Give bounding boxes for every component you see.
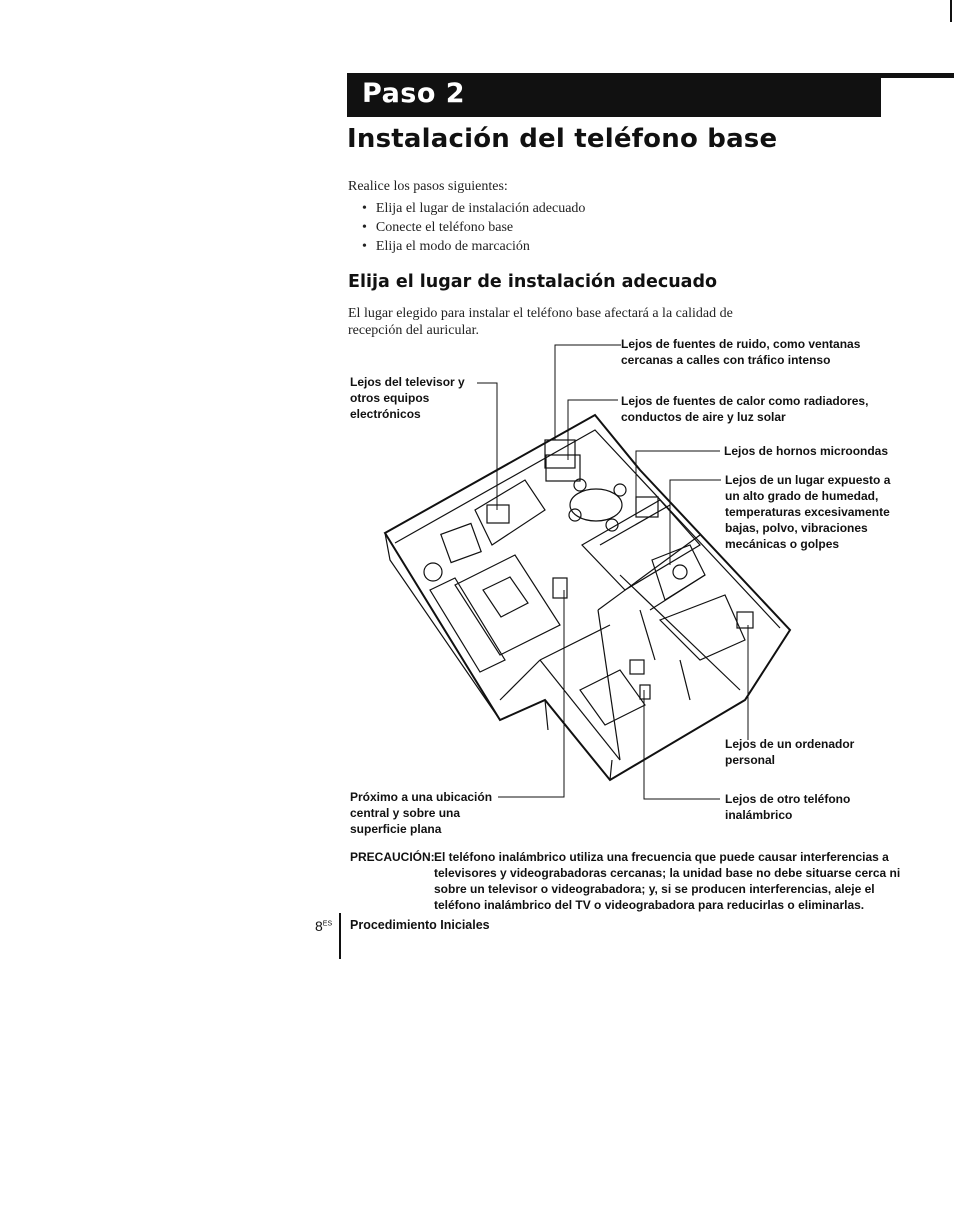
house-outline bbox=[385, 415, 790, 780]
step-item: • Elija el lugar de instalación adecuado bbox=[362, 199, 585, 218]
leader-cordless bbox=[644, 690, 720, 799]
callout-line: Lejos de fuentes de ruido, como ventanas bbox=[621, 337, 861, 351]
leader-humidity bbox=[670, 480, 721, 565]
nightstand bbox=[630, 660, 644, 674]
desk bbox=[660, 595, 745, 660]
callout-line: temperaturas excesivamente bbox=[725, 505, 890, 519]
callout-line: central y sobre una bbox=[350, 806, 461, 820]
callout-cordless bbox=[725, 791, 850, 823]
callout-line: Próximo a una ubicación bbox=[350, 790, 493, 804]
bathroom bbox=[652, 545, 705, 600]
callout-microwave bbox=[724, 443, 888, 459]
callout-line: electrónicos bbox=[350, 407, 421, 421]
callout-computer bbox=[725, 736, 854, 768]
leader-microwave bbox=[636, 451, 720, 500]
caution-text: El teléfono inalámbrico utiliza una frecuencia que puede causar interferencias a televisores y videograbadoras cercanas; la unidad base no debe situarse cerca ni sobre un televisor o videograbadora; y, si se producen interferencias, aleje el teléfono inalámbrico del TV o videograbadora para reducirlas o eliminarlas. bbox=[434, 850, 901, 912]
section-heading: Elija el lugar de instalación adecuado bbox=[348, 272, 718, 292]
callout-line: bajas, polvo, vibraciones bbox=[725, 521, 868, 535]
callout-heat bbox=[621, 393, 868, 425]
callout-line: otros equipos bbox=[350, 391, 430, 405]
callout-line: conductos de aire y luz solar bbox=[621, 410, 786, 424]
callout-line: un alto grado de humedad, bbox=[725, 489, 879, 503]
callout-line: Lejos de hornos microondas bbox=[724, 444, 889, 458]
base-phone bbox=[553, 578, 567, 598]
footer-section: Procedimiento Iniciales bbox=[350, 918, 490, 932]
cordless-phone bbox=[640, 685, 650, 699]
callout-central bbox=[350, 789, 492, 837]
step-item: • Conecte el teléfono base bbox=[362, 218, 585, 237]
leader-noise bbox=[555, 345, 621, 440]
computer bbox=[737, 612, 753, 628]
leader-central bbox=[498, 590, 564, 797]
step-label: Paso 2 bbox=[362, 78, 466, 109]
page-title: Instalación del teléfono base bbox=[347, 124, 778, 154]
section-paragraph: El lugar elegido para instalar el teléfono base afectará a la calidad de recepción del auricular. bbox=[348, 306, 733, 338]
tv bbox=[487, 505, 509, 523]
callout-line: cercanas a calles con tráfico intenso bbox=[621, 353, 831, 367]
callout-line: superficie plana bbox=[350, 822, 442, 836]
step-item: • Elija el modo de marcación bbox=[362, 237, 585, 256]
bed bbox=[580, 670, 645, 725]
tv-cabinet bbox=[475, 480, 545, 545]
callout-line: Lejos de otro teléfono bbox=[725, 792, 851, 806]
callout-line: inalámbrico bbox=[725, 808, 793, 822]
callout-line: personal bbox=[725, 753, 776, 767]
page-lang: ES bbox=[322, 920, 333, 928]
callout-tv bbox=[350, 374, 465, 422]
callout-noise bbox=[621, 336, 860, 368]
page-number bbox=[315, 918, 332, 934]
callout-line: Lejos de fuentes de calor como radiadores, bbox=[621, 394, 869, 408]
page-number-value: 8 bbox=[315, 918, 323, 934]
coffee-table bbox=[483, 577, 528, 617]
callout-line: mecánicas o golpes bbox=[725, 537, 840, 551]
kitchen-counter bbox=[582, 500, 700, 590]
caution-label: PRECAUCIÓN: bbox=[350, 850, 435, 864]
rug bbox=[455, 555, 560, 655]
callout-line: Lejos de un lugar expuesto a bbox=[725, 473, 891, 487]
dining-table bbox=[570, 489, 622, 521]
callout-line: Lejos del televisor y bbox=[350, 375, 465, 389]
footer-divider bbox=[339, 913, 341, 959]
armchair bbox=[441, 523, 481, 562]
lamp bbox=[424, 563, 442, 581]
intro-lead: Realice los pasos siguientes: bbox=[348, 179, 508, 194]
callout-humidity bbox=[725, 472, 890, 552]
callout-line: Lejos de un ordenador bbox=[725, 737, 855, 751]
